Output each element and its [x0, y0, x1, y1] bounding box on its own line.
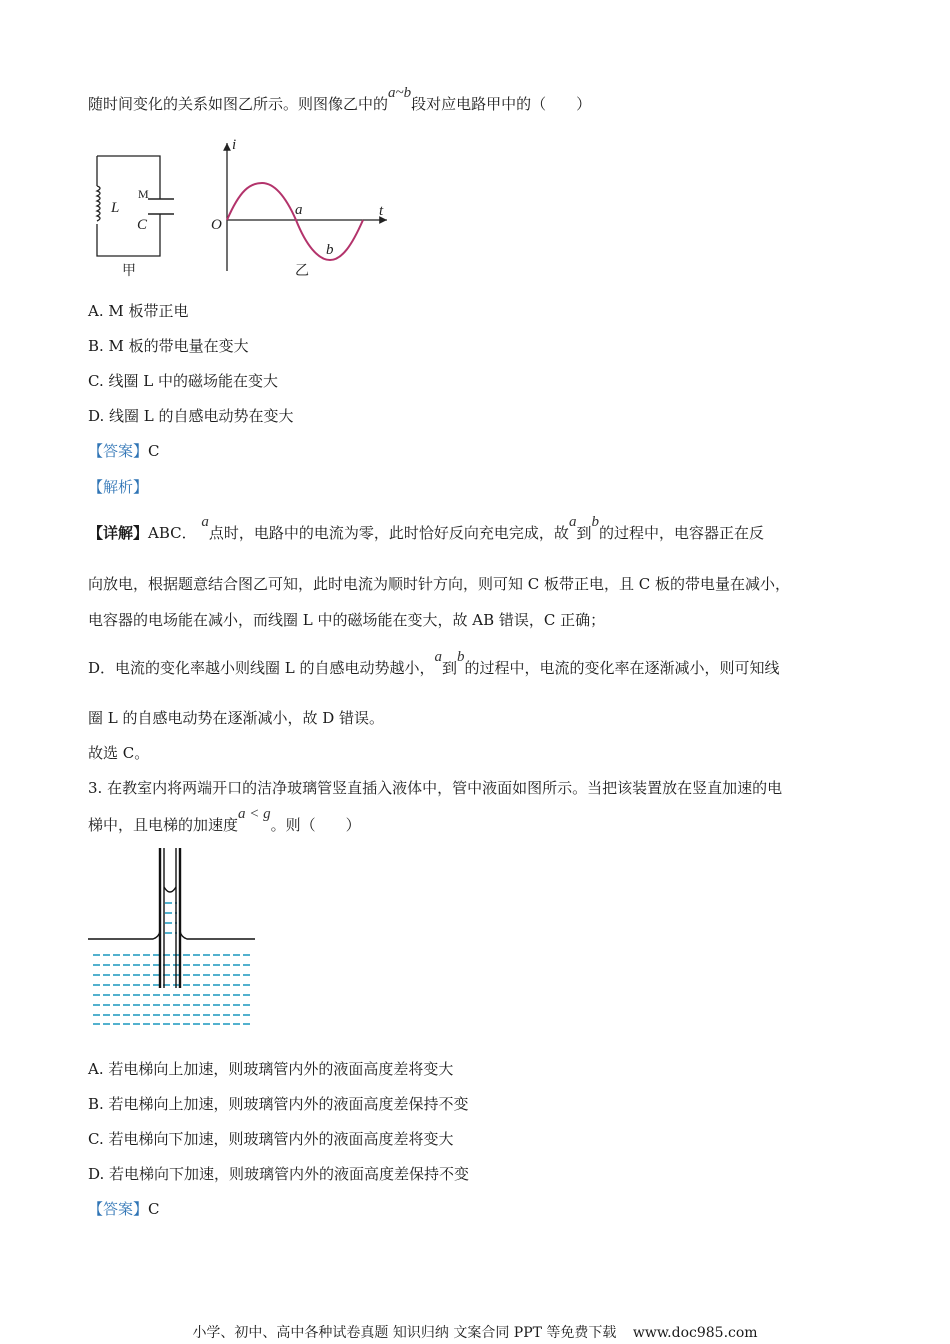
label-t: t: [379, 203, 384, 219]
q2-analysis-heading: [88, 477, 148, 497]
analysis-tag: 【解析】: [88, 478, 149, 496]
answer-tag: 【答案】: [88, 1200, 149, 1218]
q2-stem: [88, 85, 592, 115]
caption-yi: 乙: [295, 264, 309, 279]
q3-option-b: B. 若电梯向上加速，则玻璃管内外的液面高度差保持不变: [88, 1095, 469, 1113]
q2-detail-line2: 向放电，根据题意结合图乙可知，此时电流为顺时针方向，则可知 C 板带正电，且 C 板的带电量在减小，: [88, 575, 791, 593]
q2-answer: [88, 441, 160, 461]
page-footer: [0, 1324, 950, 1342]
q2-option-d: D. 线圈 L 的自感电动势在变大: [88, 407, 294, 425]
math-var-a: a: [568, 514, 577, 530]
q3-option-c: C. 若电梯向下加速，则玻璃管内外的液面高度差将变大: [88, 1130, 454, 1148]
detail-text: 到: [576, 524, 592, 542]
label-O: O: [211, 217, 222, 233]
label-L: L: [111, 200, 120, 216]
q3-answer: [88, 1199, 160, 1219]
detail-text: D．电流的变化率越小则线圈 L 的自感电动势越小，: [88, 659, 435, 677]
math-var-a: a: [434, 649, 443, 665]
detail-text: 到: [442, 659, 458, 677]
label-i: i: [232, 137, 237, 153]
label-b: b: [326, 242, 334, 258]
q3-stem-text-end: 。则（ ）: [270, 816, 361, 834]
q2-stem-text-end: 段对应电路甲中的（ ）: [411, 95, 592, 113]
detail-text: ABC．: [148, 524, 197, 542]
footer-link[interactable]: www.doc985.com: [632, 1325, 758, 1341]
q2-stem-text: 随时间变化的关系如图乙所示。则图像乙中的: [88, 95, 389, 113]
answer-tag: 【答案】: [88, 442, 149, 460]
q2-detail-line5: 圈 L 的自感电动势在逐渐减小，故 D 错误。: [88, 709, 385, 727]
label-C: C: [137, 217, 148, 233]
current-time-graph: [205, 135, 395, 280]
q3-stem-line1: 3. 在教室内将两端开口的洁净玻璃管竖直插入液体中，管中液面如图所示。当把该装置放在竖直加速的电: [88, 779, 783, 797]
answer-value: C: [148, 442, 160, 460]
q2-detail-line4: [88, 649, 780, 679]
circuit-figure: [85, 140, 185, 280]
math-tilde: ~: [395, 85, 404, 101]
detail-text: 的过程中，电容器正在反: [598, 524, 764, 542]
label-M: M: [138, 187, 149, 201]
sine-curve: [227, 183, 363, 260]
q2-conclusion: 故选 C。: [88, 744, 150, 762]
capillary-tube-figure: [85, 843, 265, 1033]
q3-stem-text: 梯中，且电梯的加速度: [88, 816, 239, 834]
math-var-b: b: [591, 514, 599, 530]
detail-tag: 【详解】: [88, 524, 149, 542]
q3-option-d: D. 若电梯向下加速，则玻璃管内外的液面高度差保持不变: [88, 1165, 470, 1183]
math-var-a: a: [388, 85, 396, 101]
q2-option-b: B. M 板的带电量在变大: [88, 337, 249, 355]
math-var-b: b: [403, 85, 412, 101]
math-var-b: b: [457, 649, 465, 665]
math-var-a: a: [201, 514, 209, 530]
footer-text: 小学、初中、高中各种试卷真题 知识归纳 文案合同 PPT 等免费下载: [192, 1325, 617, 1341]
detail-text: 点时，电路中的电流为零，此时恰好反向充电完成，故: [208, 524, 569, 542]
q2-option-c: C. 线圈 L 中的磁场能在变大: [88, 372, 278, 390]
detail-text: 的过程中，电流的变化率在逐渐减小，则可知线: [464, 659, 780, 677]
q3-stem-line2: [88, 806, 361, 836]
q2-option-a: A. M 板带正电: [88, 302, 189, 320]
caption-jia: 甲: [122, 264, 136, 279]
q3-option-a: A. 若电梯向上加速，则玻璃管内外的液面高度差将变大: [88, 1060, 454, 1078]
q2-detail-line1: [88, 514, 764, 544]
answer-value: C: [148, 1200, 160, 1218]
label-a: a: [295, 202, 303, 218]
q2-detail-line3: 电容器的电场能在减小，而线圈 L 中的磁场能在变大，故 AB 错误，C 正确；: [88, 611, 606, 629]
math-a-less-g: a < g: [238, 806, 271, 822]
